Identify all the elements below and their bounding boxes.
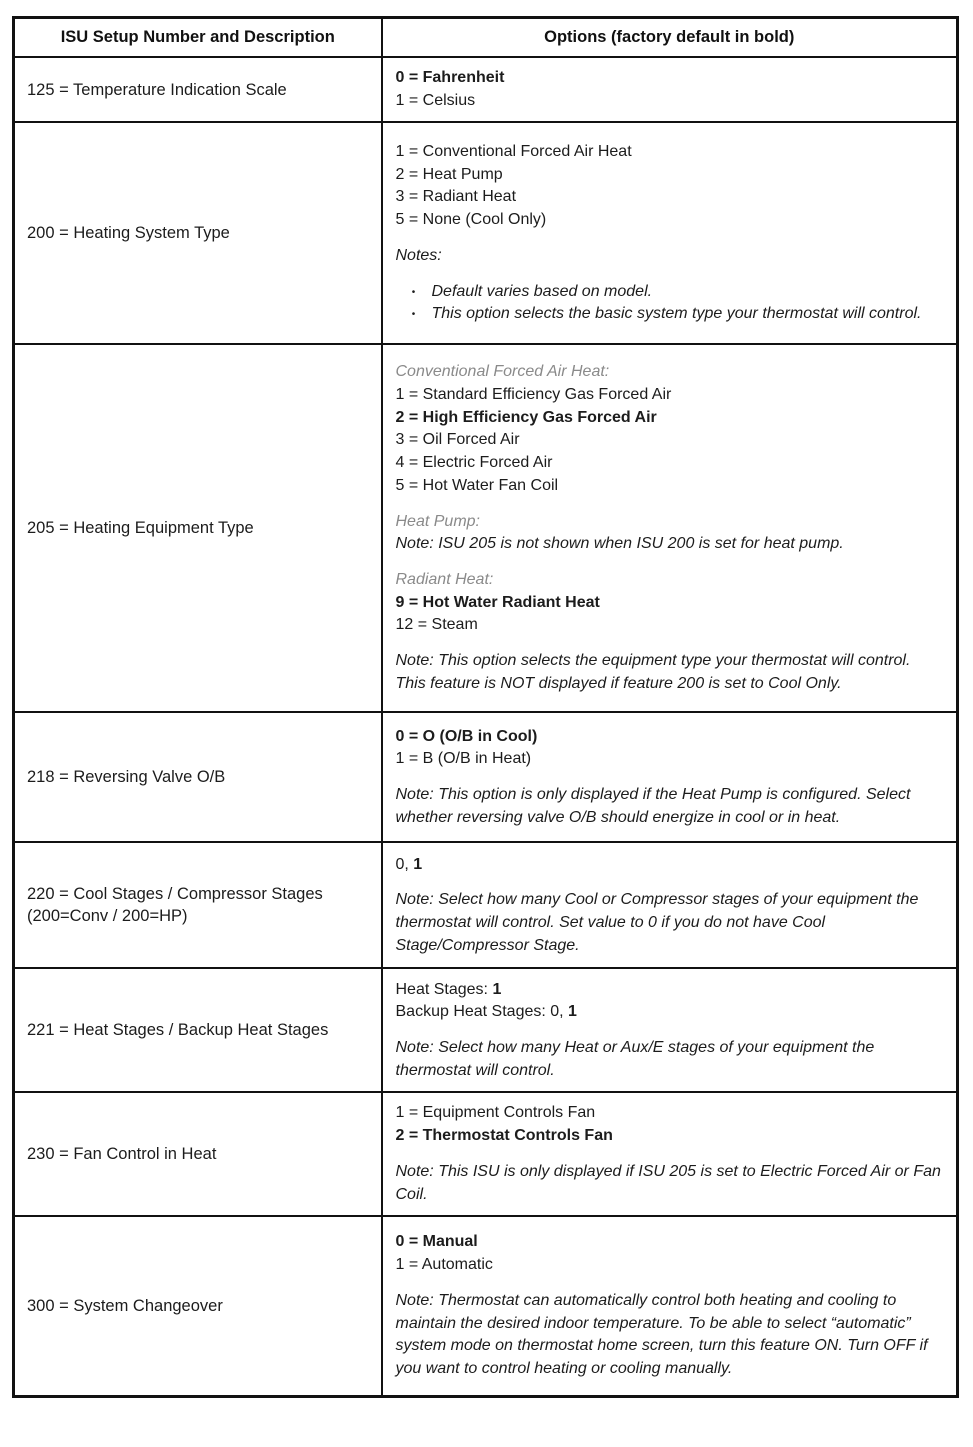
text-segment: 5 = None (Cool Only) <box>395 211 547 229</box>
isu-cell <box>14 842 382 968</box>
text-segment: 1 = B (O/B in Heat) <box>395 750 532 768</box>
table-row <box>14 1216 958 1396</box>
options-block <box>396 726 945 771</box>
options-cell <box>382 122 958 344</box>
text-line <box>396 209 945 232</box>
text-segment: 1 = Conventional Forced Air Heat <box>395 142 632 160</box>
options-block <box>396 569 945 637</box>
isu-label: 221 = Heat Stages / Backup Heat Stages <box>27 1021 329 1040</box>
isu-label: 220 = Cool Stages / Compressor Stages (200=Conv / 200=HP) <box>27 885 323 926</box>
text-segment: 1 <box>413 855 423 873</box>
text-segment: 1 = Standard Efficiency Gas Forced Air <box>395 385 672 403</box>
text-segment: Backup Heat Stages: 0, <box>395 1003 569 1021</box>
text-line <box>396 384 945 407</box>
isu-label: 125 = Temperature Indication Scale <box>27 80 287 99</box>
text-segment: Heat Pump: <box>395 512 480 530</box>
text-line <box>396 592 945 615</box>
text-segment: 0 = O (O/B in Cool) <box>395 727 538 745</box>
text-segment: Note: Thermostat can automatically control both heating and cooling to maintain the desired indoor temperature. To be able to select “automatic” system mode on thermostat home screen, turn this feature ON. Turn OFF if you want to control heating or cooling manually. <box>395 1291 928 1377</box>
text-segment: Note: ISU 205 is not shown when ISU 200 is set for heat pump. <box>395 535 844 553</box>
table-body <box>14 57 958 1396</box>
text-segment: 3 = Oil Forced Air <box>395 431 520 449</box>
text-segment: 2 = Thermostat Controls Fan <box>395 1127 613 1145</box>
text-segment: Note: This option is only displayed if the Heat Pump is configured. Select whether reversing valve O/B should energize in cool or in heat. <box>395 785 911 826</box>
text-line <box>396 569 945 592</box>
text-line <box>396 1254 945 1277</box>
table-row <box>14 968 958 1092</box>
options-block <box>396 361 945 497</box>
text-line <box>396 650 945 695</box>
text-line <box>396 726 945 749</box>
text-line <box>396 1290 945 1381</box>
options-block <box>396 979 945 1024</box>
text-line <box>396 245 945 268</box>
options-cell <box>382 968 958 1092</box>
options-block <box>396 67 945 112</box>
table-row <box>14 57 958 122</box>
options-cell <box>382 1216 958 1396</box>
text-segment: Note: This ISU is only displayed if ISU 205 is set to Electric Forced Air or Fan Coil. <box>395 1162 941 1203</box>
options-block <box>396 854 945 877</box>
text-line <box>396 475 945 498</box>
text-line <box>396 1125 945 1148</box>
table-row <box>14 344 958 712</box>
isu-label: 300 = System Changeover <box>27 1296 223 1315</box>
isu-label: 230 = Fan Control in Heat <box>27 1145 217 1164</box>
options-block <box>396 784 945 829</box>
bullet-item <box>396 281 945 304</box>
text-line <box>396 186 945 209</box>
bullet-icon: • <box>411 286 416 298</box>
text-line <box>396 1231 945 1254</box>
table-row <box>14 842 958 968</box>
text-segment: 2 = High Efficiency Gas Forced Air <box>395 408 657 426</box>
isu-label: 200 = Heating System Type <box>27 224 230 243</box>
text-line <box>396 164 945 187</box>
isu-label: 218 = Reversing Valve O/B <box>27 768 226 787</box>
isu-cell <box>14 968 382 1092</box>
options-block <box>396 1161 945 1206</box>
text-line <box>396 1037 945 1082</box>
options-cell <box>382 57 958 122</box>
text-segment: Heat Stages: <box>395 980 493 998</box>
text-segment: 1 = Equipment Controls Fan <box>395 1104 596 1122</box>
text-segment: Conventional Forced Air Heat: <box>395 363 610 381</box>
text-line <box>396 361 945 384</box>
bullet-icon: • <box>411 309 416 321</box>
table-row <box>14 712 958 842</box>
text-segment: 0 = Fahrenheit <box>395 69 505 86</box>
text-segment: 1 = Automatic <box>395 1256 493 1274</box>
isu-cell <box>14 122 382 344</box>
options-block <box>396 889 945 957</box>
options-block <box>396 245 945 268</box>
bullet-text: Default varies based on model. <box>431 282 653 300</box>
text-line <box>396 533 945 556</box>
text-line <box>396 407 945 430</box>
options-cell <box>382 842 958 968</box>
bullet-item <box>396 303 945 326</box>
text-segment: Note: Select how many Heat or Aux/E stages of your equipment the thermostat will control. <box>395 1038 875 1079</box>
text-line <box>396 1161 945 1206</box>
text-segment: 0 = Manual <box>395 1233 478 1251</box>
text-line <box>396 614 945 637</box>
column-header-options: Options (factory default in bold) <box>382 18 958 58</box>
options-cell <box>382 1092 958 1216</box>
isu-cell <box>14 1216 382 1396</box>
column-header-isu: ISU Setup Number and Description <box>14 18 382 58</box>
text-segment: Note: This option selects the equipment type your thermostat will control. This feature is NOT displayed if feature 200 is set to Cool Only. <box>395 652 911 692</box>
text-segment: 3 = Radiant Heat <box>395 188 517 206</box>
options-block <box>396 1231 945 1276</box>
table-row <box>14 1092 958 1216</box>
table-header <box>14 18 958 58</box>
text-segment: 9 = Hot Water Radiant Heat <box>395 593 600 611</box>
text-line <box>396 979 945 1002</box>
isu-setup-table <box>12 16 959 1398</box>
text-line <box>396 1001 945 1024</box>
text-segment: 12 = Steam <box>395 616 478 634</box>
text-line <box>396 854 945 877</box>
options-cell <box>382 344 958 712</box>
options-cell <box>382 712 958 842</box>
text-line <box>396 141 945 164</box>
text-line <box>396 748 945 771</box>
options-block <box>396 1102 945 1147</box>
text-line <box>396 67 945 90</box>
text-segment: 0, <box>395 855 414 873</box>
table-row <box>14 122 958 344</box>
text-line <box>396 784 945 829</box>
text-line <box>396 429 945 452</box>
options-block <box>396 281 945 326</box>
text-line <box>396 1102 945 1125</box>
isu-cell <box>14 1092 382 1216</box>
text-segment: 2 = Heat Pump <box>395 165 503 183</box>
options-block <box>396 511 945 556</box>
text-segment: Note: Select how many Cool or Compressor stages of your equipment the thermostat will control. Set value to 0 if you do not have Cool Stage/Compressor Stage. <box>395 891 919 954</box>
isu-label: 205 = Heating Equipment Type <box>27 519 254 538</box>
text-segment: 4 = Electric Forced Air <box>395 454 553 472</box>
text-line <box>396 889 945 957</box>
options-block <box>396 650 945 695</box>
options-block <box>396 1037 945 1082</box>
options-block <box>396 1290 945 1381</box>
text-line <box>396 90 945 113</box>
header-row <box>14 18 958 58</box>
bullet-text: This option selects the basic system type your thermostat will control. <box>431 305 922 323</box>
options-block <box>396 141 945 232</box>
text-segment: 1 <box>568 1003 577 1021</box>
text-segment: 1 = Celsius <box>395 91 476 109</box>
text-segment: Notes: <box>395 246 442 264</box>
text-line <box>396 452 945 475</box>
text-segment: 1 <box>492 980 502 998</box>
isu-cell <box>14 57 382 122</box>
text-line <box>396 511 945 534</box>
isu-cell <box>14 712 382 842</box>
text-segment: 5 = Hot Water Fan Coil <box>395 476 559 494</box>
isu-cell <box>14 344 382 712</box>
text-segment: Radiant Heat: <box>395 571 494 589</box>
